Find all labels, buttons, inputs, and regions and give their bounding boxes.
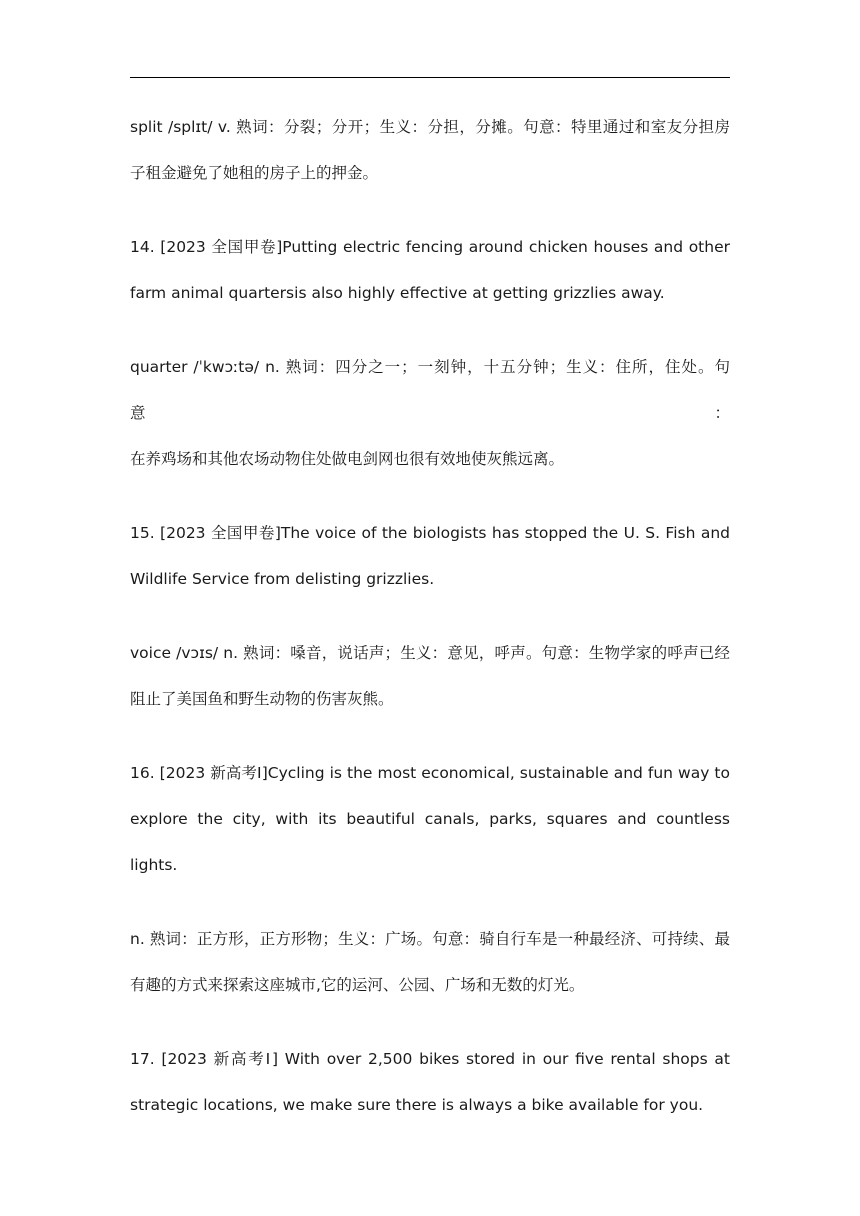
text-line: 17. [2023 新高考Ⅰ] With over 2,500 bikes stored in our five rental shops at (130, 1050, 730, 1068)
text-line: n. 熟词：正方形，正方形物；生义：广场。句意：骑自行车是一种最经济、可持续、最 (130, 930, 730, 948)
question-14 (130, 224, 730, 316)
text-line: strategic locations, we make sure there is always a bike available for you. (130, 1096, 704, 1114)
question-16 (130, 750, 730, 888)
text-line: 有趣的方式来探索这座城市,它的运河、公园、广场和无数的灯光。 (130, 976, 585, 994)
question-15 (130, 510, 730, 602)
text-line: voice /vɔɪs/ n. 熟词：嗓音，说话声；生义：意见，呼声。句意：生物学家的呼声已经 (130, 644, 730, 662)
text-line: 阻止了美国鱼和野生动物的伤害灰熊。 (130, 690, 394, 708)
text-line: farm animal quartersis also highly effective at getting grizzlies away. (130, 284, 665, 302)
header-rule (130, 77, 730, 78)
question-17 (130, 1036, 730, 1128)
text-line: quarter /ˈkwɔːtə/ n. 熟词：四分之一；一刻钟，十五分钟；生义：住所，住处。句意： (130, 358, 730, 422)
explanation-square (130, 916, 730, 1008)
explanation-voice (130, 630, 730, 722)
explanation-split (130, 104, 730, 196)
text-line: 子租金避免了她租的房子上的押金。 (130, 164, 379, 182)
explanation-quarter (130, 344, 730, 482)
document-body (130, 104, 730, 1156)
text-line: 14. [2023 全国甲卷]Putting electric fencing around chicken houses and other (130, 238, 730, 256)
text-line: 16. [2023 新高考Ⅰ]Cycling is the most economical, sustainable and fun way to (130, 764, 730, 782)
text-line: Wildlife Service from delisting grizzlies. (130, 570, 435, 588)
text-line: 15. [2023 全国甲卷]The voice of the biologists has stopped the U. S. Fish and (130, 524, 730, 542)
text-line: split /splɪt/ v. 熟词：分裂；分开；生义：分担，分摊。句意：特里通过和室友分担房 (130, 118, 730, 136)
text-line: 在养鸡场和其他农场动物住处做电剑网也很有效地使灰熊远离。 (130, 450, 565, 468)
text-line: explore the city, with its beautiful canals, parks, squares and countless lights. (130, 810, 730, 874)
